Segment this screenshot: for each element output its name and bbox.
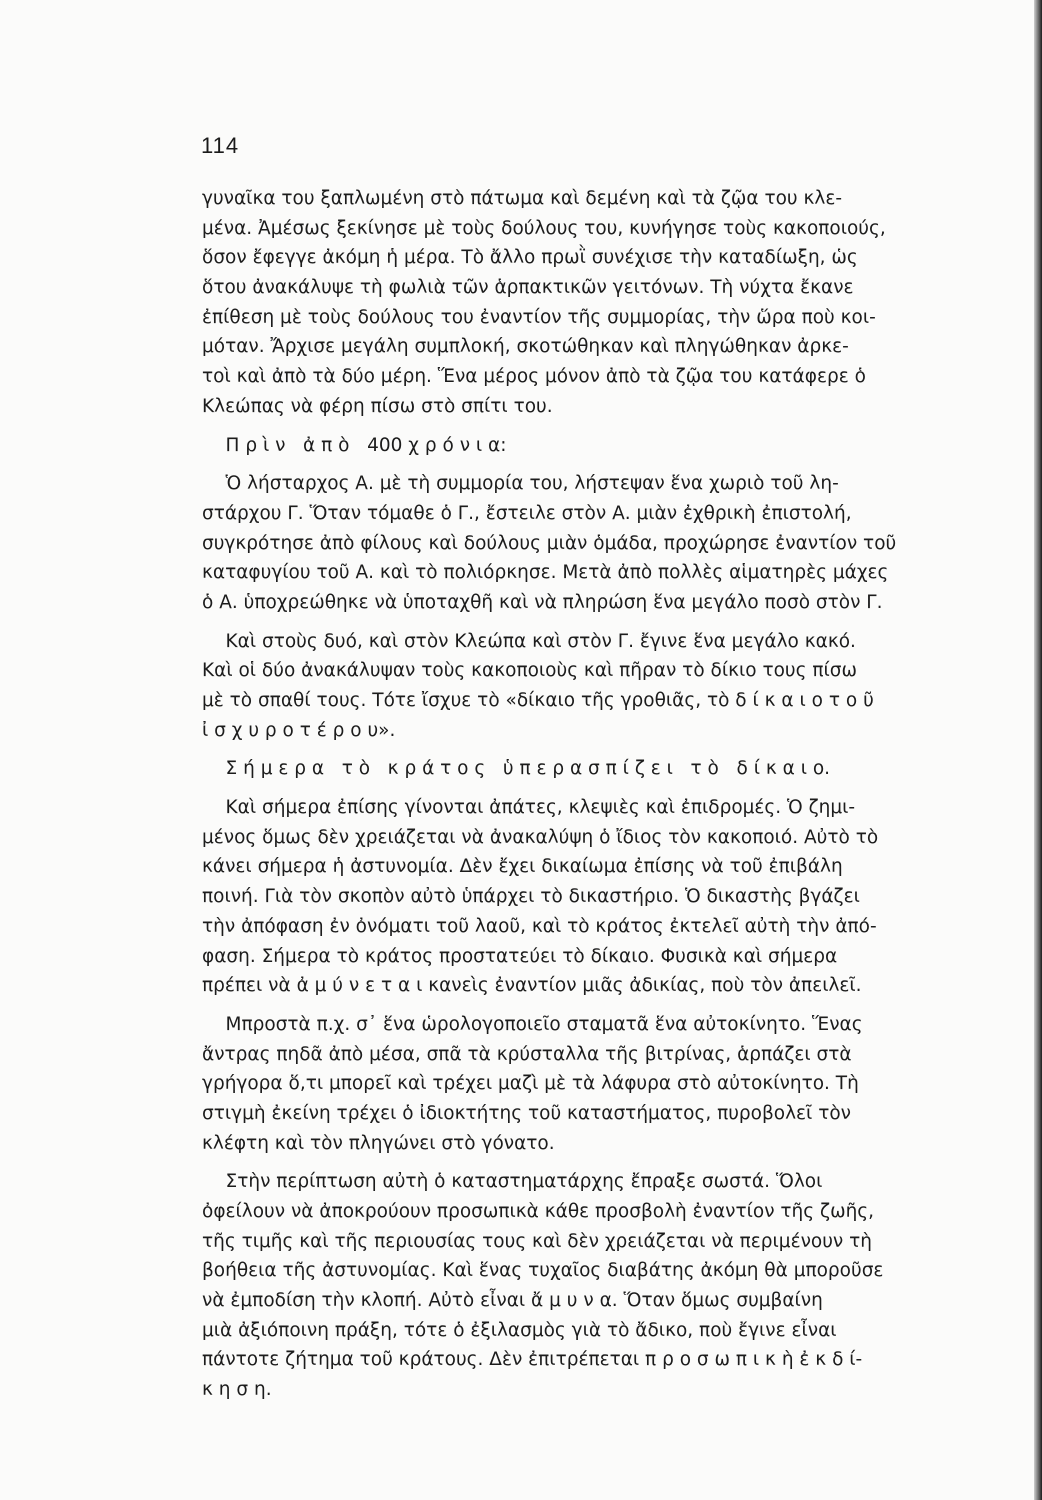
text-line: Κλεώπας νὰ φέρη πίσω στὸ σπίτι του. [202,395,553,417]
paragraph-gap [202,784,972,793]
text-line: ἄντρας πηδᾶ ἀπὸ μέσα, σπᾶ τὰ κρύσταλλα τῆς βιτρίνας, ἁρπάζει στὰ [202,1043,852,1065]
text-line: ὅσον ἔφεγγε ἀκόμη ἡ μέρα. Τὸ ἄλλο πρωῒ συνέχισε τὴν καταδίωξη, ὡς [202,247,858,269]
text-line: κ η σ η. [202,1379,272,1401]
paragraph [202,627,972,746]
text-line: φαση. Σήμερα τὸ κράτος προστατεύει τὸ δίκαιο. Φυσικὰ καὶ σήμερα [202,945,838,967]
paragraph [202,469,972,617]
text-line: ὀφείλουν νὰ ἀποκρούουν προσωπικὰ κάθε προσβολὴ ἐναντίον τῆς ζωῆς, [202,1201,875,1222]
paragraph [202,754,972,784]
text-line: ὁ Α. ὑποχρεώθηκε νὰ ὑποταχθῆ καὶ νὰ πληρώση ἕνα μεγάλο ποσὸ στὸν Γ. [202,591,883,613]
text-line: Ὁ λήσταρχος Α. μὲ τὴ συμμορία του, λήστεψαν ἕνα χωριὸ τοῦ λη- [202,473,839,495]
page-number: 114 [201,133,240,158]
text-line: συγκρότησε ἀπὸ φίλους καὶ δούλους μιὰν ὁμάδα, προχώρησε ἐναντίον τοῦ [202,532,897,554]
text-line: Στὴν περίπτωση αὐτὴ ὁ καταστηματάρχης ἔπραξε σωστά. Ὅλοι [202,1171,823,1193]
text-line: γυναῖκα του ξαπλωμένη στὸ πάτωμα καὶ δεμένη καὶ τὰ ζῷα του κλε- [202,188,843,209]
paragraph [202,431,972,461]
text-line: μιὰ ἀξιόποινη πράξη, τότε ὁ ἐξιλασμὸς γιὰ τὸ ἄδικο, ποὺ ἔγινε εἶναι [202,1319,837,1341]
paragraph-gap [202,1158,972,1167]
paragraph [202,793,972,1001]
body-text [202,184,972,1405]
text-line: βοήθεια τῆς ἀστυνομίας. Καὶ ἕνας τυχαῖος διαβάτης ἀκόμη θὰ μποροῦσε [202,1260,884,1282]
paragraph [202,184,972,422]
text-line: ποινή. Γιὰ τὸν σκοπὸν αὐτὸ ὑπάρχει τὸ δικαστήριο. Ὁ δικαστὴς βγάζει [202,886,860,908]
text-line: Π ρ ὶ ν ἀ π ὸ 400 χ ρ ό ν ι α: [202,434,507,456]
text-line: γρήγορα ὅ,τι μπορεῖ καὶ τρέχει μαζὶ μὲ τὰ λάφυρα στὸ αὐτοκίνητο. Τὴ [202,1073,859,1095]
paragraph [202,1167,972,1405]
text-line: τοὶ καὶ ἀπὸ τὰ δύο μέρη. Ἕνα μέρος μόνον ἀπὸ τὰ ζῷα του κατάφερε ὁ [202,366,866,388]
paragraph-gap [202,745,972,754]
text-line: πάντοτε ζήτημα τοῦ κράτους. Δὲν ἐπιτρέπεται π ρ ο σ ω π ι κ ὴ ἐ κ δ ί- [202,1349,863,1371]
text-line: Καὶ οἱ δύο ἀνακάλυψαν τοὺς κακοποιοὺς καὶ πῆραν τὸ δίκιο τους πίσω [202,660,857,682]
text-line: μόταν. Ἄρχισε μεγάλη συμπλοκή, σκοτώθηκαν καὶ πληγώθηκαν ἀρκε- [202,336,849,358]
text-line: ὅτου ἀνακάλυψε τὴ φωλιὰ τῶν ἁρπακτικῶν γειτόνων. Τὴ νύχτα ἔκανε [202,277,854,299]
text-line: στάρχου Γ. Ὅταν τόμαθε ὁ Γ., ἔστειλε στὸν Α. μιὰν ἐχθρικὴ ἐπιστολή, [202,502,852,524]
text-line: Σ ή μ ε ρ α τ ὸ κ ρ ά τ ο ς ὑ π ε ρ α σ π ί ζ ε ι τ ὸ δ ί κ α ι ο. [202,758,831,780]
text-line: Καὶ σήμερα ἐπίσης γίνονται ἀπάτες, κλεψιὲς καὶ ἐπιδρομές. Ὁ ζημι- [202,797,856,819]
text-line: πρέπει νὰ ἀ μ ύ ν ε τ α ι κανεὶς ἐναντίον μιᾶς ἀδικίας, ποὺ τὸν ἀπειλεῖ. [202,975,862,997]
text-line: Μπροστὰ π.χ. σ᾽ ἕνα ὡρολογοποιεῖο σταματᾶ ἕνα αὐτοκίνητο. Ἕνας [202,1013,863,1035]
paragraph-gap [202,1001,972,1010]
paragraph-gap [202,422,972,431]
text-line: ἐπίθεση μὲ τοὺς δούλους του ἐναντίον τῆς συμμορίας, τὴν ὥρα ποὺ κοι- [202,306,876,328]
text-line: μένα. Ἀμέσως ξεκίνησε μὲ τοὺς δούλους του, κυνήγησε τοὺς κακοποιούς, [202,217,886,239]
paragraph [202,1010,972,1158]
text-line: καταφυγίου τοῦ Α. καὶ τὸ πολιόρκησε. Μετὰ ἀπὸ πολλὲς αἱματηρὲς μάχες [202,562,889,584]
text-line: τῆς τιμῆς καὶ τῆς περιουσίας τους καὶ δὲν χρειάζεται νὰ περιμένουν τὴ [202,1230,873,1252]
text-line: στιγμὴ ἐκείνη τρέχει ὁ ἰδιοκτήτης τοῦ καταστήματος, πυροβολεῖ τὸν [202,1102,851,1124]
text-line: Καὶ στοὺς δυό, καὶ στὸν Κλεώπα καὶ στὸν Γ. ἔγινε ἕνα μεγάλο κακό. [202,630,856,652]
paragraph-gap [202,618,972,627]
page-edge-shadow [1034,0,1042,1500]
text-line: κλέφτη καὶ τὸν πληγώνει στὸ γόνατο. [202,1132,555,1154]
text-line: μὲ τὸ σπαθί τους. Τότε ἴσχυε τὸ «δίκαιο τῆς γροθιᾶς, τὸ δ ί κ α ι ο τ ο ῦ [202,690,874,711]
paragraph-gap [202,460,972,469]
text-line: μένος ὅμως δὲν χρειάζεται νὰ ἀνακαλύψη ὁ ἴδιος τὸν κακοποιό. Αὐτὸ τὸ [202,826,879,848]
text-line: τὴν ἀπόφαση ἐν ὀνόματι τοῦ λαοῦ, καὶ τὸ κράτος ἐκτελεῖ αὐτὴ τὴν ἀπό- [202,915,877,937]
text-line: ἰ σ χ υ ρ ο τ έ ρ ο υ». [202,719,396,741]
text-line: κάνει σήμερα ἡ ἀστυνομία. Δὲν ἔχει δικαίωμα ἐπίσης νὰ τοῦ ἐπιβάλη [202,856,843,878]
text-line: νὰ ἐμποδίση τὴν κλοπή. Αὐτὸ εἶναι ἄ μ υ ν α. Ὅταν ὅμως συμβαίνη [202,1290,823,1312]
